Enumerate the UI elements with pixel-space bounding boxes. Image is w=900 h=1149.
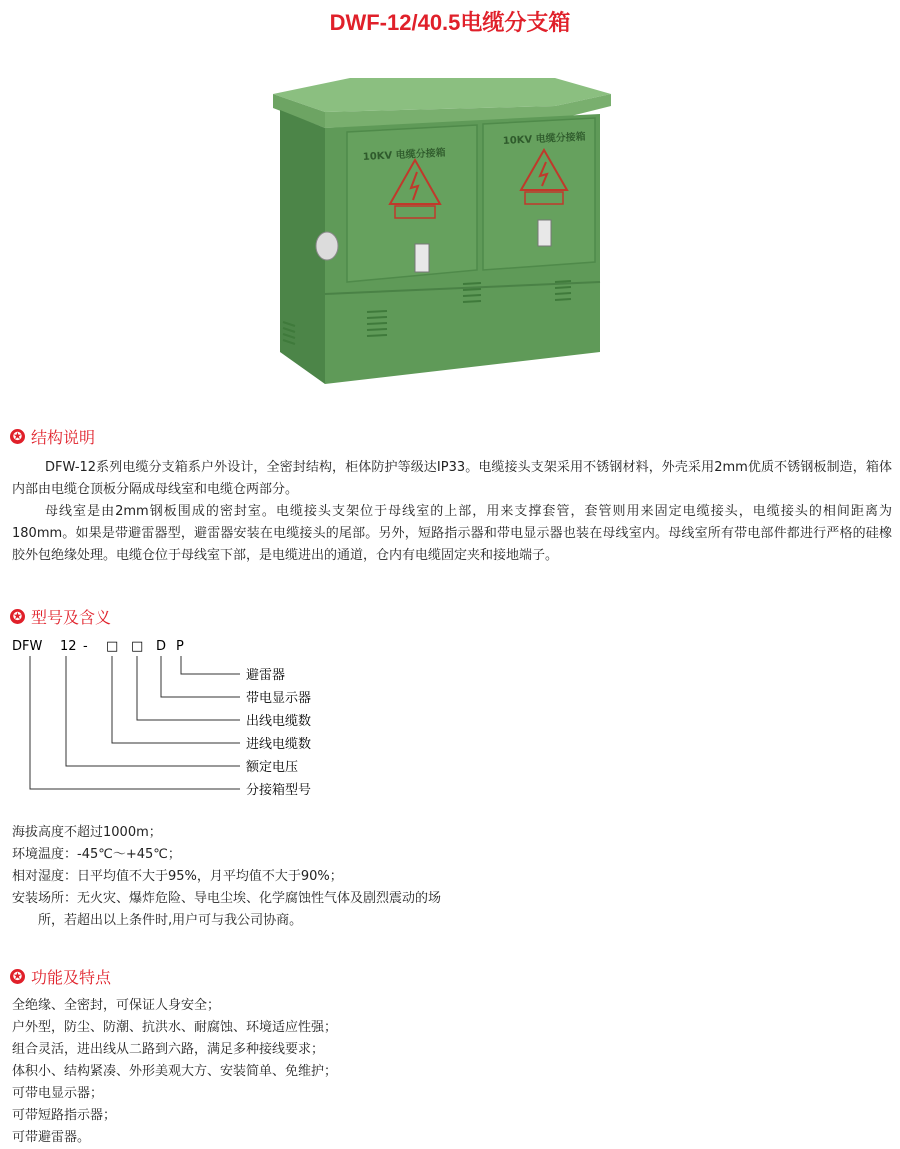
cable-entry-port	[316, 232, 338, 260]
condition-line: 环境温度：-45℃～+45℃；	[12, 847, 181, 862]
feature-item: 可带电显示器；	[12, 1086, 104, 1101]
feature-item: 体积小、结构紧凑、外形美观大方、安装简单、免维护；	[12, 1064, 338, 1079]
feature-list	[12, 995, 337, 1149]
code-meaning: 分接箱型号	[246, 783, 312, 798]
code-meaning: 额定电压	[246, 760, 299, 775]
code-meaning: 进线电缆数	[246, 737, 312, 752]
code-part: D	[156, 639, 167, 654]
condition-line: 相对湿度：日平均值不大于95%，月平均值不大于90%；	[12, 869, 343, 884]
star-circle-icon: ✪	[10, 609, 25, 624]
feature-item: 可带短路指示器；	[12, 1108, 117, 1123]
condition-line: 安装场所：无火灾、爆炸危险、导电尘埃、化学腐蚀性气体及剧烈震动的场	[12, 891, 442, 906]
right-door-handle	[538, 220, 551, 246]
section-title: 结构说明	[31, 427, 96, 447]
feature-item: 户外型，防尘、防潮、抗洪水、耐腐蚀、环境适应性强；	[12, 1020, 338, 1035]
structure-paragraph-1: DFW-12系列电缆分支箱系户外设计，全密封结构，柜体防护等级达IP33。电缆接头支架采用不锈钢材料，外壳采用2mm优质不锈钢板制造，箱体内部由电缆仓顶板分隔成母线室和电缆仓两部分。	[12, 460, 892, 497]
door-label-left: 10KV 电缆分接箱	[362, 147, 446, 163]
usage-conditions	[12, 822, 441, 932]
code-part: □	[131, 639, 144, 654]
cable-branch-box-image	[255, 72, 625, 390]
code-part: P	[176, 639, 184, 654]
code-part: 12	[60, 639, 77, 654]
door-label-right: 10KV 电缆分接箱	[502, 131, 586, 147]
feature-item: 组合灵活，进出线从二路到六路，满足多种接线要求；	[12, 1042, 325, 1057]
code-meaning: 出线电缆数	[246, 714, 312, 729]
section-heading-structure	[10, 424, 95, 448]
leader-lines	[30, 656, 240, 789]
section-title: 型号及含义	[31, 607, 112, 627]
feature-item: 全绝缘、全密封，可保证人身安全；	[12, 998, 221, 1013]
code-part: -	[83, 639, 88, 654]
star-circle-icon: ✪	[10, 969, 25, 984]
feature-item: 可带避雷器。	[12, 1130, 91, 1145]
code-meaning: 带电显示器	[246, 691, 312, 706]
section-title: 功能及特点	[31, 967, 112, 987]
code-meaning: 避雷器	[246, 668, 286, 683]
section-heading-features	[10, 964, 111, 988]
structure-paragraph-2: 母线室是由2mm钢板围成的密封室。电缆接头支架位于母线室的上部，用来支撑套管，套管则用来固定电缆接头，电缆接头的相间距离为180mm。如果是带避雷器型，避雷器安装在电缆接头的尾部。另外，短路指示器和带电显示器也装在母线室内。母线室所有带电部件都进行严格的硅橡胶外包绝缘处理。电缆仓位于母线室下部，是电缆进出的通道，仓内有电缆固定夹和接地端子。	[12, 504, 892, 563]
page-title: DWF-12/40.5电缆分支箱	[329, 10, 571, 35]
section-heading-model	[10, 604, 111, 628]
condition-line: 所，若超出以上条件时,用户可与我公司协商。	[38, 913, 303, 928]
star-circle-icon: ✪	[10, 429, 25, 444]
code-part: DFW	[12, 639, 43, 654]
model-code-diagram	[10, 636, 370, 801]
left-door-handle	[415, 244, 429, 272]
condition-line: 海拔高度不超过1000m；	[12, 825, 162, 840]
code-part: □	[106, 639, 119, 654]
